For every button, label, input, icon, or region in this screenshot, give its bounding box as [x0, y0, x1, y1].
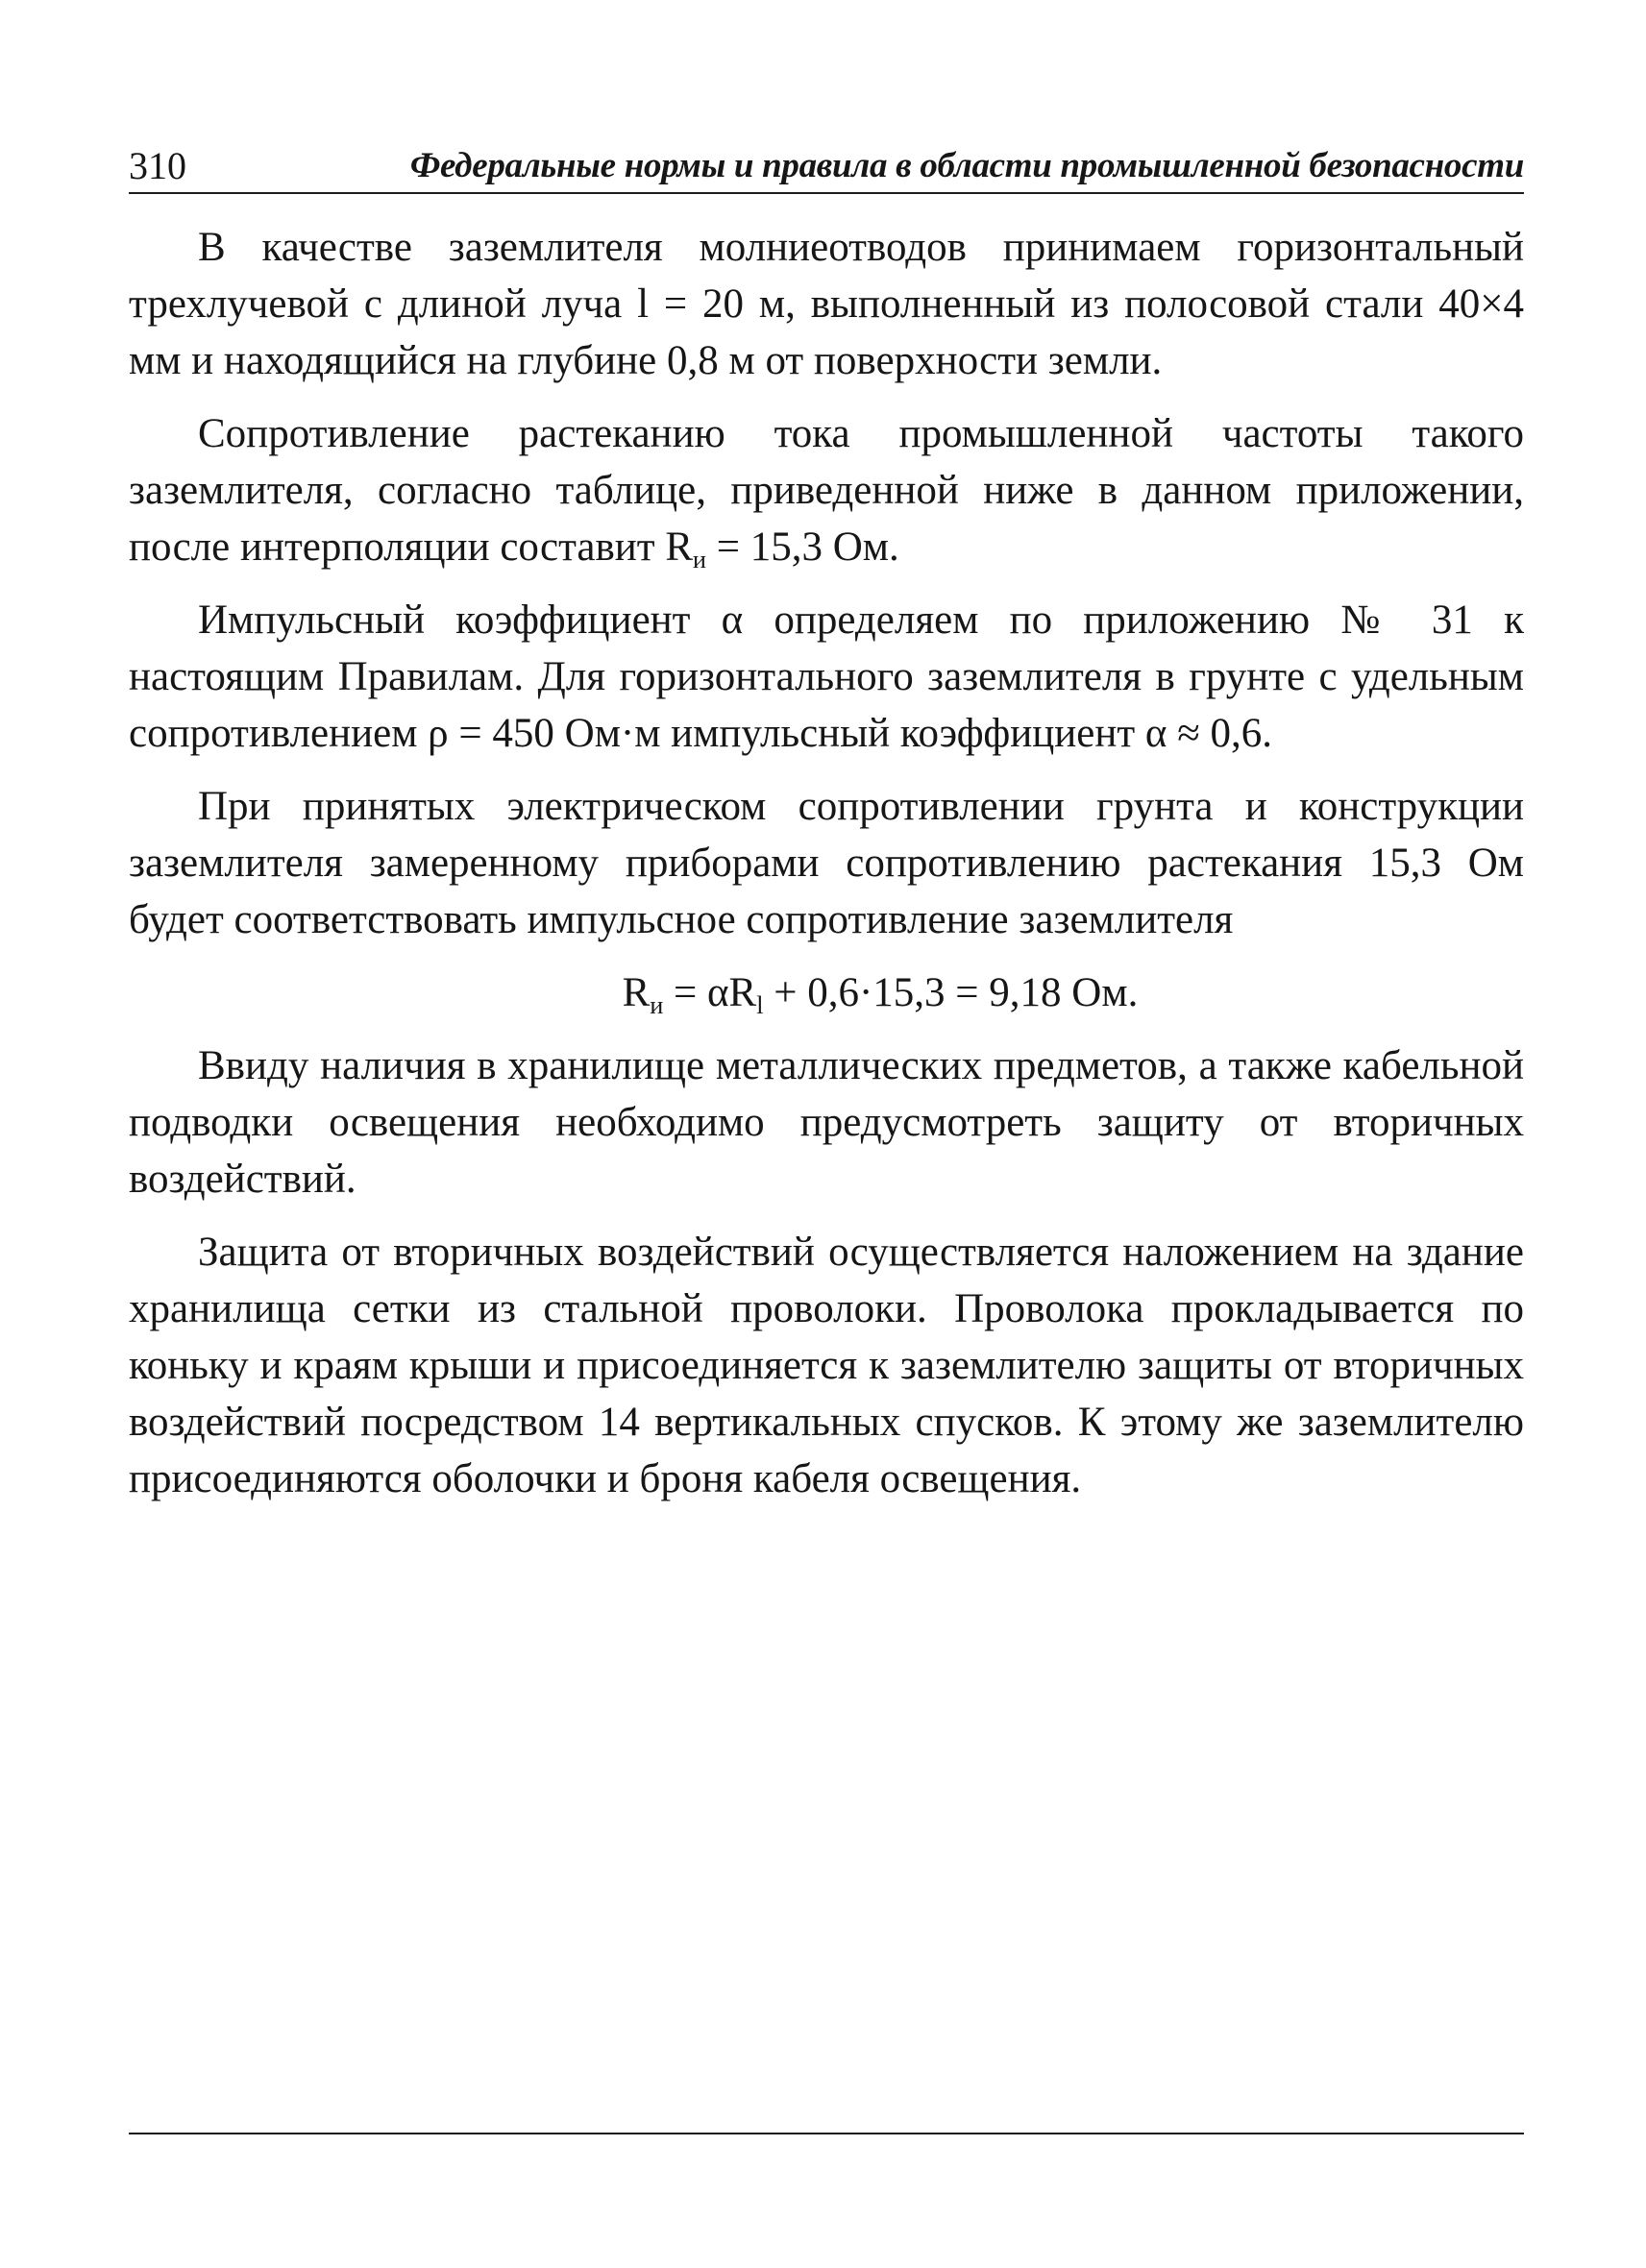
- formula-subscript-l: l: [756, 991, 764, 1019]
- body-text: [129, 219, 1524, 1524]
- paragraph-grounding-electrode: В качестве заземлителя молниеотводов принимаем горизонтальный трехлучевой с длиной луча l = 20 м, выполненный из полосовой стали 40×4 мм и находящийся на глубине 0,8 м от поверхности земли.: [129, 225, 1524, 383]
- page-number: 310: [129, 144, 186, 187]
- running-head: Федеральные нормы и правила в области промышленной безопасности: [409, 146, 1524, 185]
- resistance-text-start: Сопротивление растеканию тока промышленной частоты такого заземлителя, согласно таблице, приведенной ниже в данном приложении, после интерполяции составит R: [129, 411, 1524, 570]
- resistance-subscript: и: [693, 546, 706, 573]
- impulse-resistance-formula: [129, 964, 1524, 1021]
- footer-divider: [129, 2133, 1524, 2134]
- paragraph-spreading-resistance: [129, 405, 1524, 575]
- formula-alpha-r: = αR: [663, 970, 757, 1015]
- paragraph-impulse-resistance: При принятых электрическом сопротивлении грунта и конструкции заземлителя замеренному приборами сопротивлению растекания 15,3 Ом будет соответствовать импульсное сопротивление заземлителя: [129, 784, 1524, 942]
- page-header: [129, 140, 1524, 194]
- paragraph-impulse-coefficient: Импульсный коэффициент α определяем по приложению № 31 к настоящим Правилам. Для горизонтального заземлителя в грунте с удельным сопротивлением ρ = 450 Ом·м импульсный коэффициент α ≈ 0,6.: [129, 597, 1524, 756]
- resistance-text-end: = 15,3 Ом.: [705, 524, 899, 570]
- formula-result: + 0,6·15,3 = 9,18 Ом.: [763, 970, 1139, 1015]
- formula-subscript-i: и: [650, 991, 664, 1019]
- paragraph-secondary-effects: Ввиду наличия в хранилище металлических предметов, а также кабельной подводки освещения необходимо предусмотреть защиту от вторичных воздействий.: [129, 1043, 1524, 1202]
- formula-r: R: [622, 970, 651, 1015]
- paragraph-protection-method: Защита от вторичных воздействий осуществляется наложением на здание хранилища сетки из стальной проволоки. Проволока прокладывается по коньку и краям крыши и присоединяется к заземлителю защиты от вторичных воздействий посредством 14 вертикальных спусков. К этому же заземлителю присоединяются оболочки и броня кабеля освещения.: [129, 1230, 1524, 1501]
